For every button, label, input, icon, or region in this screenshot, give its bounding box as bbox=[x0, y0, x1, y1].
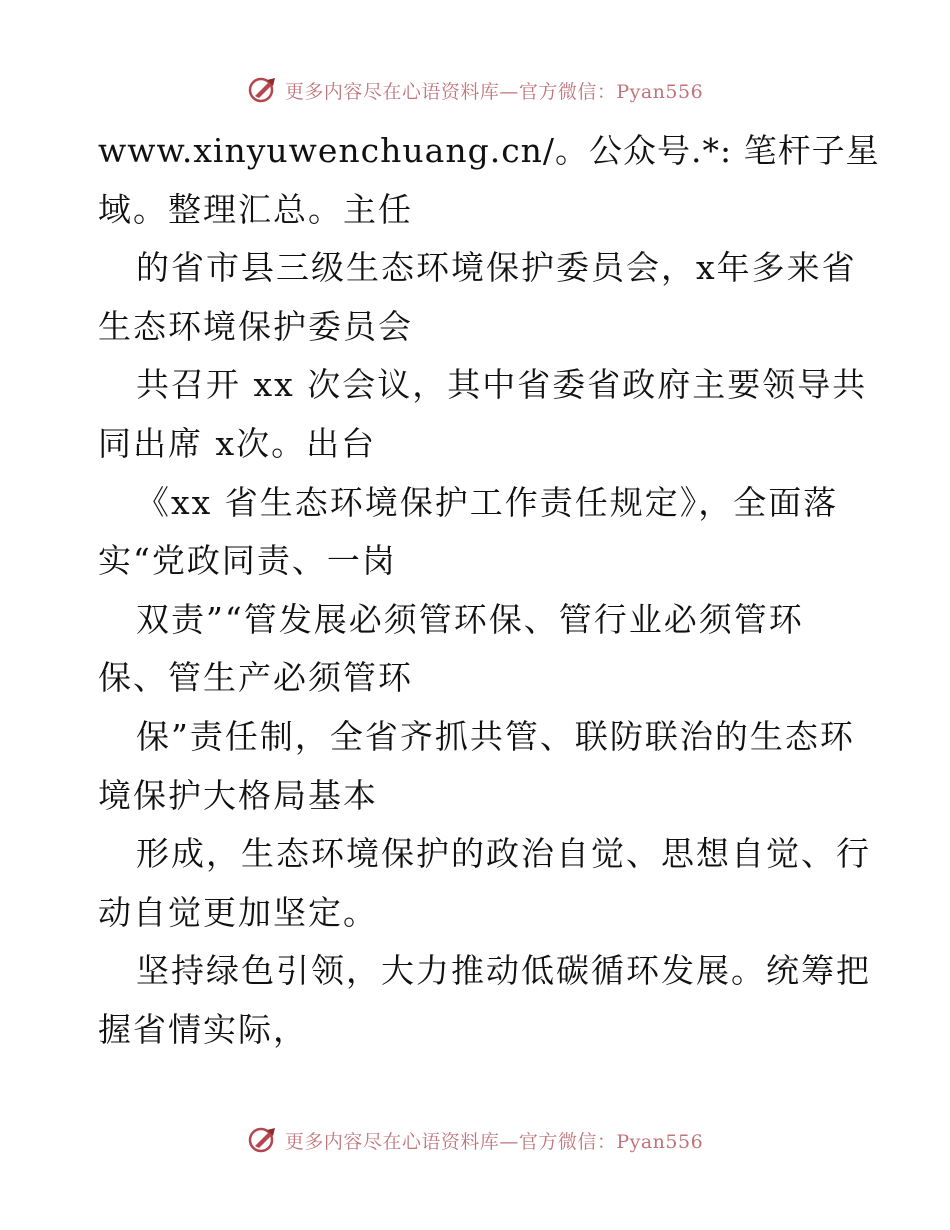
text-line: 保”责任制，全省齐抓共管、联防联治的生态环 bbox=[136, 716, 855, 756]
pen-logo-icon bbox=[247, 1124, 279, 1156]
text-line: 握省情实际， bbox=[98, 1009, 308, 1049]
text-line: 生态环境保护委员会 bbox=[98, 306, 413, 346]
text-line: 保、管生产必须管环 bbox=[98, 658, 413, 698]
text-line: www.xinyuwenchuang.cn/。公众号.*: 笔杆子星 bbox=[98, 131, 880, 170]
pen-logo-icon bbox=[247, 74, 279, 106]
text-line: 域。整理汇总。主任 bbox=[98, 189, 413, 229]
text-line: 境保护大格局基本 bbox=[98, 775, 378, 815]
text-line: 共召开 xx 次会议，其中省委省政府主要领导共 bbox=[136, 365, 868, 405]
text-line: 双责”“管发展必须管环保、管行业必须管环 bbox=[136, 599, 804, 639]
watermark-text: 更多内容尽在心语资料库—官方微信：Pyan556 bbox=[284, 1130, 704, 1153]
text-line: 同出席 x次。出台 bbox=[98, 423, 377, 463]
text-line: 的省市县三级生态环境保护委员会，x年多来省 bbox=[136, 248, 857, 288]
text-line: 坚持绿色引领，大力推动低碳循环发展。统筹把 bbox=[136, 951, 871, 991]
text-line: 动自觉更加坚定。 bbox=[98, 892, 378, 932]
footer-watermark bbox=[0, 1120, 950, 1160]
watermark-text: 更多内容尽在心语资料库—官方微信：Pyan556 bbox=[284, 80, 704, 103]
text-line: 《xx 省生态环境保护工作责任规定》，全面落 bbox=[136, 482, 839, 522]
document-body bbox=[98, 122, 880, 1060]
header-watermark bbox=[0, 70, 950, 110]
text-line: 实“党政同责、一岗 bbox=[98, 541, 397, 581]
text-line: 形成，生态环境保护的政治自觉、思想自觉、行 bbox=[136, 834, 871, 874]
